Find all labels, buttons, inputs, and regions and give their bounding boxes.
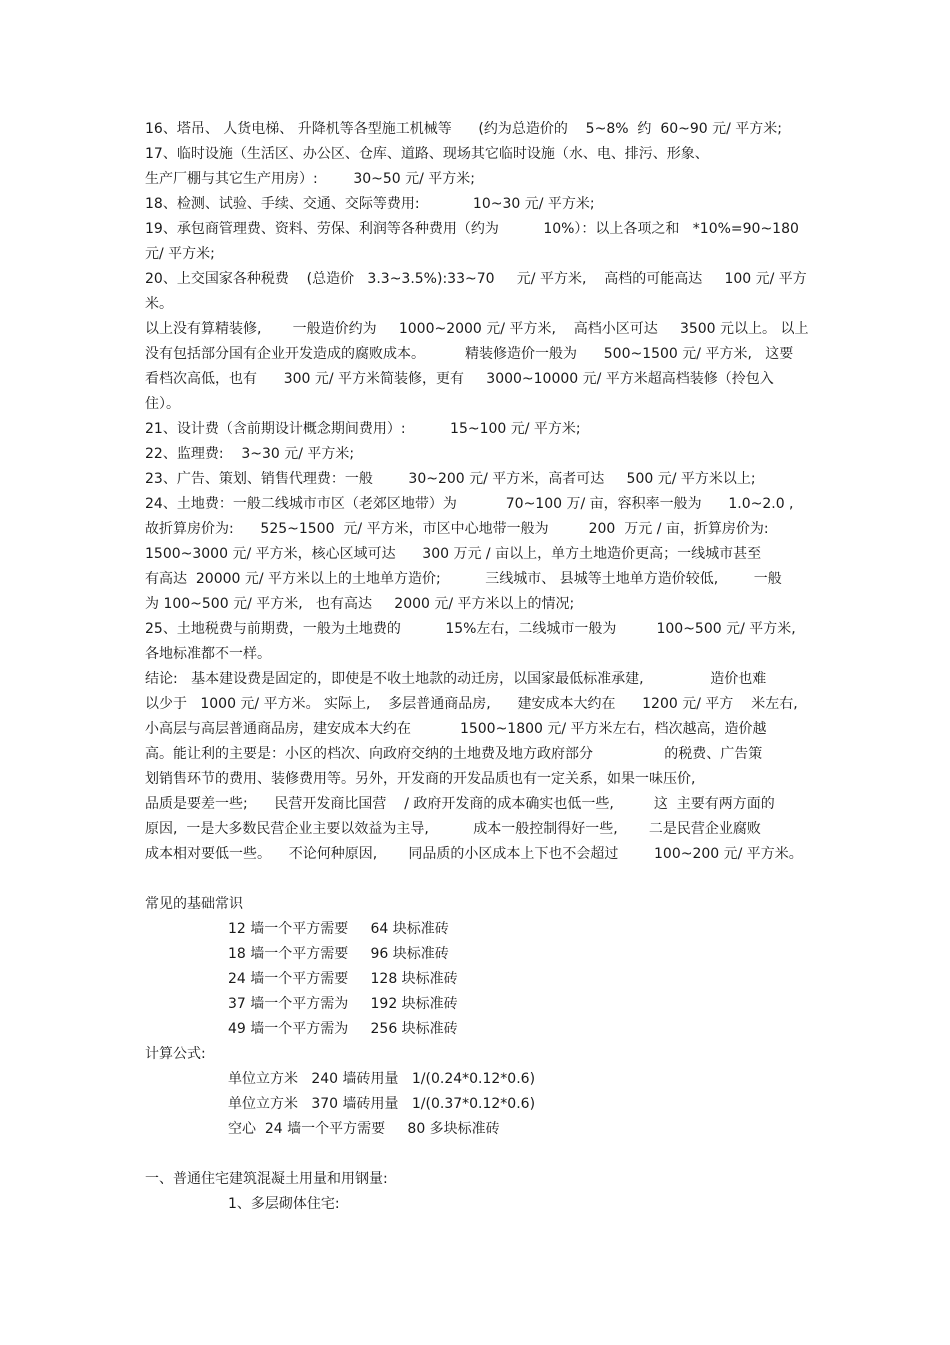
- item-23: [145, 467, 815, 492]
- text-line: 22、监理费: 3~30 元/ 平方米;: [145, 446, 355, 462]
- text-line: 为 100~500 元/ 平方米, 也有高达 2000 元/ 平方米以上的情况;: [145, 596, 575, 612]
- item-22: [145, 442, 815, 467]
- blank-line: [145, 1142, 815, 1167]
- text-line: 各地标准都不一样。: [145, 646, 271, 662]
- list-item: 49 墙一个平方需为 256 块标准砖: [228, 1021, 458, 1037]
- text-line: 故折算房价为: 525~1500 元/ 平方米，市区中心地带一般为 200 万元 / 亩，折算房价为:: [145, 521, 769, 537]
- item-20: [145, 267, 815, 317]
- subsection-heading: 1、多层砌体住宅:: [228, 1196, 340, 1212]
- section-title: 计算公式:: [145, 1046, 206, 1062]
- list-item: 37 墙一个平方需为 192 块标准砖: [228, 996, 458, 1012]
- blank-line: [145, 867, 815, 892]
- text-line: 小高层与高层普通商品房，建安成本大约在 1500~1800 元/ 平方米左右，档次越高，造价越: [145, 721, 767, 737]
- text-line: 生产厂棚与其它生产用房）: 30~50 元/ 平方米;: [145, 171, 476, 187]
- list-item: 24 墙一个平方需要 128 块标准砖: [228, 971, 458, 987]
- text-line: 1500~3000 元/ 平方米，核心区域可达 300 万元 / 亩以上，单方土地造价更高；一线城市甚至: [145, 546, 762, 562]
- list-item: 12 墙一个平方需要 64 块标准砖: [228, 921, 449, 937]
- text-line: 17、临时设施（生活区、办公区、仓库、道路、现场其它临时设施（水、电、排污、形象、: [145, 146, 709, 162]
- basics-section: [145, 892, 815, 1042]
- text-line: 20、上交国家各种税费 (总造价 3.3~3.5%):33~70 元/ 平方米, 高档的可能高达 100 元/ 平方: [145, 271, 807, 287]
- item-17: [145, 142, 815, 192]
- item-24: [145, 492, 815, 617]
- text-line: 19、承包商管理费、资料、劳保、利润等各种费用（约为 10%）：以上各项之和 *10%=90~180: [145, 221, 799, 237]
- document-body: [145, 117, 815, 1217]
- text-line: 以少于 1000 元/ 平方米。 实际上, 多层普通商品房, 建安成本大约在 1200 元/ 平方 米左右,: [145, 696, 798, 712]
- item-25: [145, 617, 815, 667]
- list-item: 单位立方米 240 墙砖用量 1/(0.24*0.12*0.6): [228, 1071, 536, 1087]
- conclusion-paragraph: [145, 667, 815, 867]
- item-16: [145, 117, 815, 142]
- text-line: 25、土地税费与前期费，一般为土地费的 15%左右，二线城市一般为 100~500 元/ 平方米,: [145, 621, 796, 637]
- list-item: 空心 24 墙一个平方需要 80 多块标准砖: [228, 1121, 500, 1137]
- item-18: [145, 192, 815, 217]
- list-item: 单位立方米 370 墙砖用量 1/(0.37*0.12*0.6): [228, 1096, 536, 1112]
- list-item: 18 墙一个平方需要 96 块标准砖: [228, 946, 449, 962]
- text-line: 米。: [145, 296, 173, 312]
- text-line: 结论: 基本建设费是固定的，即使是不收土地款的动迁房，以国家最低标准承建, 造价也难: [145, 671, 767, 687]
- text-line: 有高达 20000 元/ 平方米以上的土地单方造价; 三线城市、 县城等土地单方造价较低, 一般: [145, 571, 782, 587]
- text-line: 品质是要差一些; 民营开发商比国营 / 政府开发商的成本确实也低一些, 这 主要有两方面的: [145, 796, 775, 812]
- text-line: 住）。: [145, 396, 180, 412]
- text-line: 16、塔吊、 人货电梯、 升降机等各型施工机械等 (约为总造价的 5~8% 约 60~90 元/ 平方米;: [145, 121, 783, 137]
- section-heading: 一、普通住宅建筑混凝土用量和用钢量:: [145, 1171, 388, 1187]
- text-line: 以上没有算精装修, 一般造价约为 1000~2000 元/ 平方米, 高档小区可达 3500 元以上。 以上: [145, 321, 809, 337]
- decoration-note: [145, 317, 815, 417]
- text-line: 23、广告、策划、销售代理费：一般 30~200 元/ 平方米，高者可达 500 元/ 平方米以上;: [145, 471, 756, 487]
- concrete-steel-section: [145, 1167, 815, 1217]
- section-title: 常见的基础常识: [145, 896, 243, 912]
- text-line: 原因, 一是大多数民营企业主要以效益为主导, 成本一般控制得好一些, 二是民营企业腐败: [145, 821, 761, 837]
- text-line: 24、土地费：一般二线城市市区（老郊区地带）为 70~100 万/ 亩，容积率一般为 1.0~2.0 ,: [145, 496, 794, 512]
- text-line: 21、设计费（含前期设计概念期间费用）: 15~100 元/ 平方米;: [145, 421, 581, 437]
- text-line: 看档次高低，也有 300 元/ 平方米简装修，更有 3000~10000 元/ 平方米超高档装修（拎包入: [145, 371, 774, 387]
- formula-section: [145, 1042, 815, 1142]
- text-line: 划销售环节的费用、装修费用等。另外，开发商的开发品质也有一定关系，如果一味压价,: [145, 771, 696, 787]
- text-line: 没有包括部分国有企业开发造成的腐败成本。 精装修造价一般为 500~1500 元/ 平方米, 这要: [145, 346, 794, 362]
- text-line: 高。能让利的主要是：小区的档次、向政府交纳的土地费及地方政府部分 的税费、广告策: [145, 746, 763, 762]
- item-19: [145, 217, 815, 267]
- text-line: 成本相对要低一些。 不论何种原因, 同品质的小区成本上下也不会超过 100~200 元/ 平方米。: [145, 846, 803, 862]
- item-21: [145, 417, 815, 442]
- text-line: 18、检测、试验、手续、交通、交际等费用: 10~30 元/ 平方米;: [145, 196, 595, 212]
- text-line: 元/ 平方米;: [145, 246, 215, 262]
